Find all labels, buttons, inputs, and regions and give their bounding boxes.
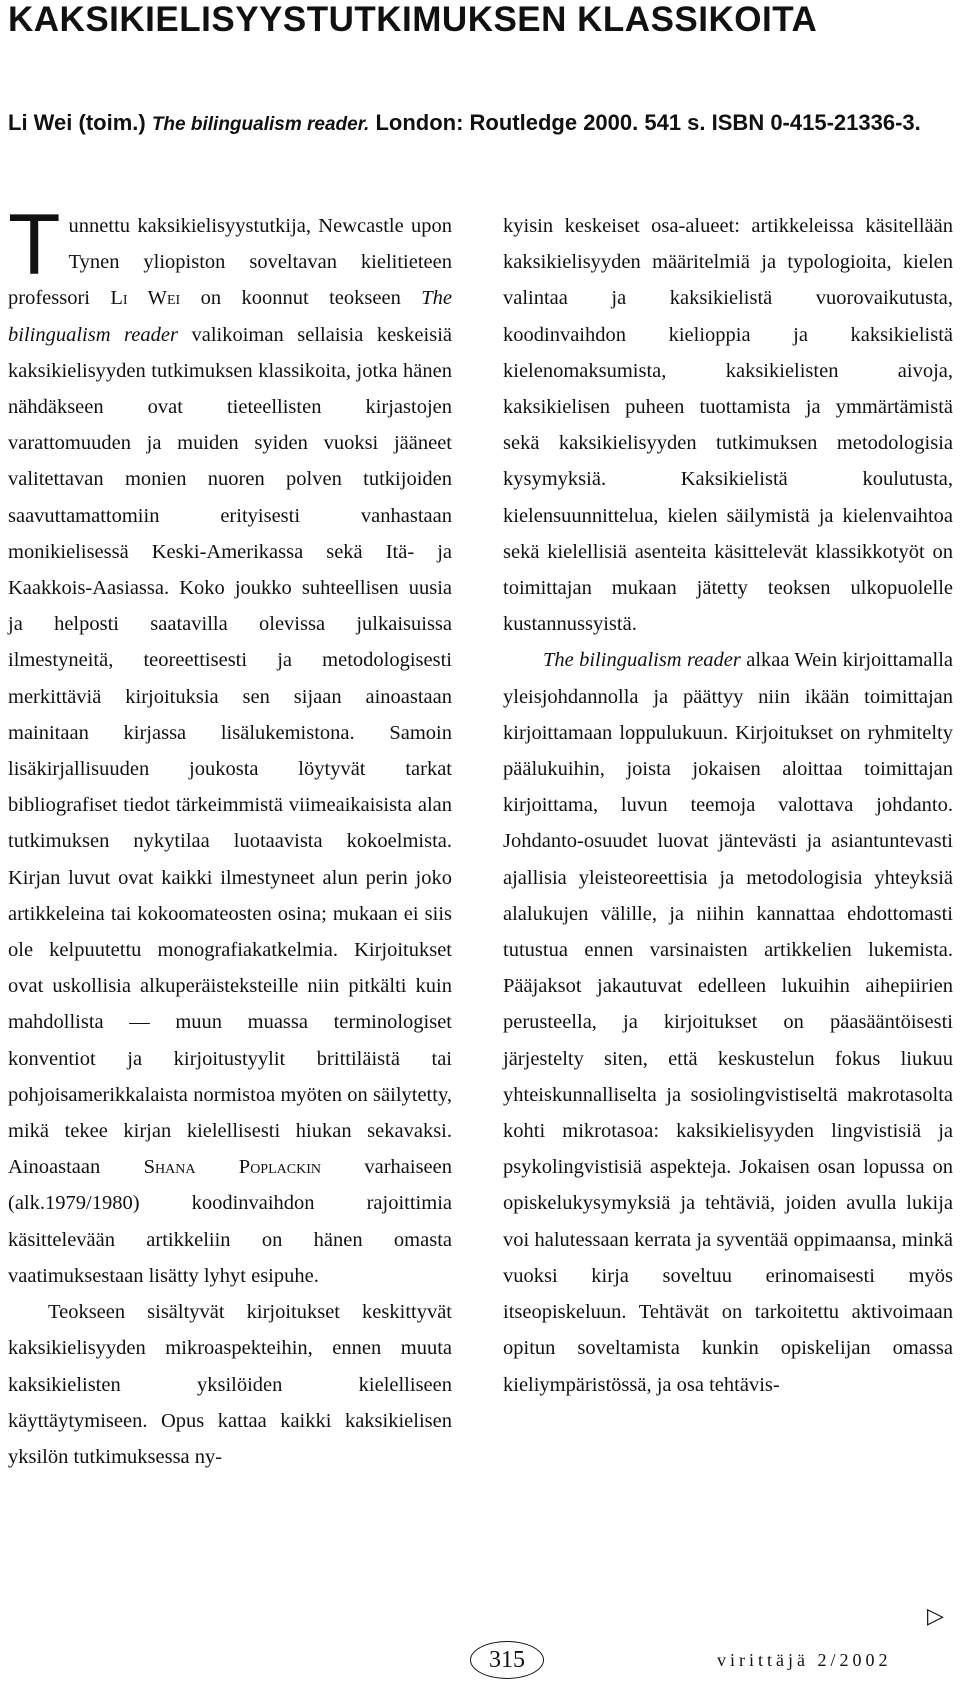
book-citation [8, 104, 953, 144]
paragraph: Teokseen sisältyvät kirjoitukset keskittyvät kaksikielisyyden mikroaspekteihin, ennen muuta kaksikielisten yksilöiden kielelliseen käyttäytymiseen. Opus kattaa kaikki kaksikielisen yksilön tutkimuksessa ny- [8, 1301, 452, 1468]
citation-author: Li Wei (toim.) [8, 110, 146, 135]
text-run: valikoiman sellaisia keskeisiä kaksikielisyyden tutkimuksen klassikoita, jotka hänen nähdäkseen ovat tieteellisten kirjastojen varattomuuden ja muiden syiden vuoksi jääneet valitettavan monien nuoren polven tutkijoiden saavuttamattomiin erityisesti vanhastaan monikielisessä Keski-Amerikassa sekä Itä- ja Kaakkois-Aasiassa. Koko joukko suhteellisen uusia ja helposti saatavilla olevissa julkaisuissa ilmestyneitä, teoreettisesti ja metodologisesti merkittäviä kirjoituksia sen sijaan ainoastaan mainitaan kirjassa lisälukemistona. Samoin lisäkirjallisuuden joukosta löytyvät tarkat bibliografiset tiedot tärkeimmistä viimeaikaisista alan tutkimuksen nykytilaa luotaavista kokoelmista. Kirjan luvut ovat kaikki ilmestyneet alun perin joko artikkeleina tai kokoomateosten osina; mukaan ei siis ole kelpuutettu monografiakatkelmia. Kirjoitukset ovat uskollisia alkuperäisteksteille niin pitkälti kuin mahdollista — muun muassa terminologiset konventiot ja kirjoitustyylit brittiläistä tai pohjoisamerikkalaista normistoa myöten on säilytetty, mikä tekee kirjan kielellisesti hiukan sekavaksi. Ainoastaan [8, 323, 452, 1179]
paragraph [8, 197, 452, 1294]
text-run: unnettu kaksikielisyystutkija, Newcastle upon Tynen yliopiston soveltavan kielitieteen professori [8, 215, 452, 310]
citation-book-title: The bilingualism reader. [151, 114, 370, 135]
text-run: on koonnut teokseen [180, 287, 422, 310]
paragraph: kyisin keskeiset osa-alueet: artikkeleissa käsitellään kaksikielisyyden määritelmiä ja typologioita, kielen valintaa ja kaksikielistä vuorovaikutusta, koodinvaihdon kielioppia ja kaksikielistä kielenomaksumista, kaksikielisten aivoja, kaksikielisen puheen tuottamista ja ymmärtämistä sekä kaksikielisyyden tutkimuksen metodologisia kysymyksiä. Kaksikielistä koulutusta, kielensuunnittelua, kielen säilymistä ja kielenvaihtoa sekä kielellisiä asenteita käsittelevät klassikkotyöt on toimittajan mukaan jätetty teoksen ulkopuolelle kustannussyistä. [503, 215, 953, 636]
continue-arrow-icon: ▷ [927, 1604, 944, 1629]
author-name: Shana Poplackin [143, 1156, 321, 1179]
citation-publisher: London: Routledge 2000. 541 s. ISBN 0-415-21336-3. [375, 110, 921, 135]
left-column [8, 197, 452, 1475]
book-title: The bilingualism reader [8, 287, 452, 346]
text-run: alkaa Wein kirjoittamalla yleisjohdannolla ja päättyy niin ikään toimittajan kirjoittamaan loppulukuun. Kirjoitukset on ryhmitelty päälukuihin, joista jokaisen aloittaa toimittajan kirjoittama, luvun teemoja valottava johdanto. Johdanto-osuudet luovat jäntevästi ja asiantuntevasti ajallisia yleisteoreettisia ja metodologisia yhteyksiä alalukujen välille, ja niihin kannattaa ehdottomasti tutustua ennen varsinaisten artikkelien lukemista. Pääjaksot jakautuvat edelleen lukuihin aihepiirien perusteella, ja kirjoitukset on päasääntöisesti järjestelty siten, että keskustelun fokus liukuu yhteiskunnalliselta ja sosiolingvistiseltä makrotasolta kohti mikrotasoa: kaksikielisyyden lingvistisiä ja psykolingvistisiä aspekteja. Jokaisen osan lopussa on opiskelukysymyksiä ja tehtäviä, joiden avulla lukija voi halutessaan kerrata ja syventää oppimaansa, minkä vuoksi kirja soveltuu erinomaisesti myös itseopiskeluun. Tehtävät on tarkoitettu aktivoimaan opitun soveltamista kunkin opiskelijan omassa kieliympäristössä, ja osa tehtävis- [503, 649, 954, 1396]
page-title: KAKSIKIELISYYSTUTKIMUKSEN KLASSIKOITA [8, 0, 818, 39]
author-name: Li Wei [110, 287, 181, 310]
page-number: 315 [470, 1641, 544, 1679]
right-column [503, 208, 953, 1403]
paragraph [503, 642, 953, 1402]
book-title: The bilingualism reader [543, 649, 741, 672]
drop-cap: T [8, 197, 61, 293]
text-run: varhaiseen (alk.1979/1980) koodinvaihdon rajoittimia käsittelevään artikkeliin on hänen omasta vaatimuksestaan lisätty lyhyt esipuhe. [8, 1156, 452, 1287]
journal-issue: virittäjä 2/2002 [717, 1650, 892, 1670]
